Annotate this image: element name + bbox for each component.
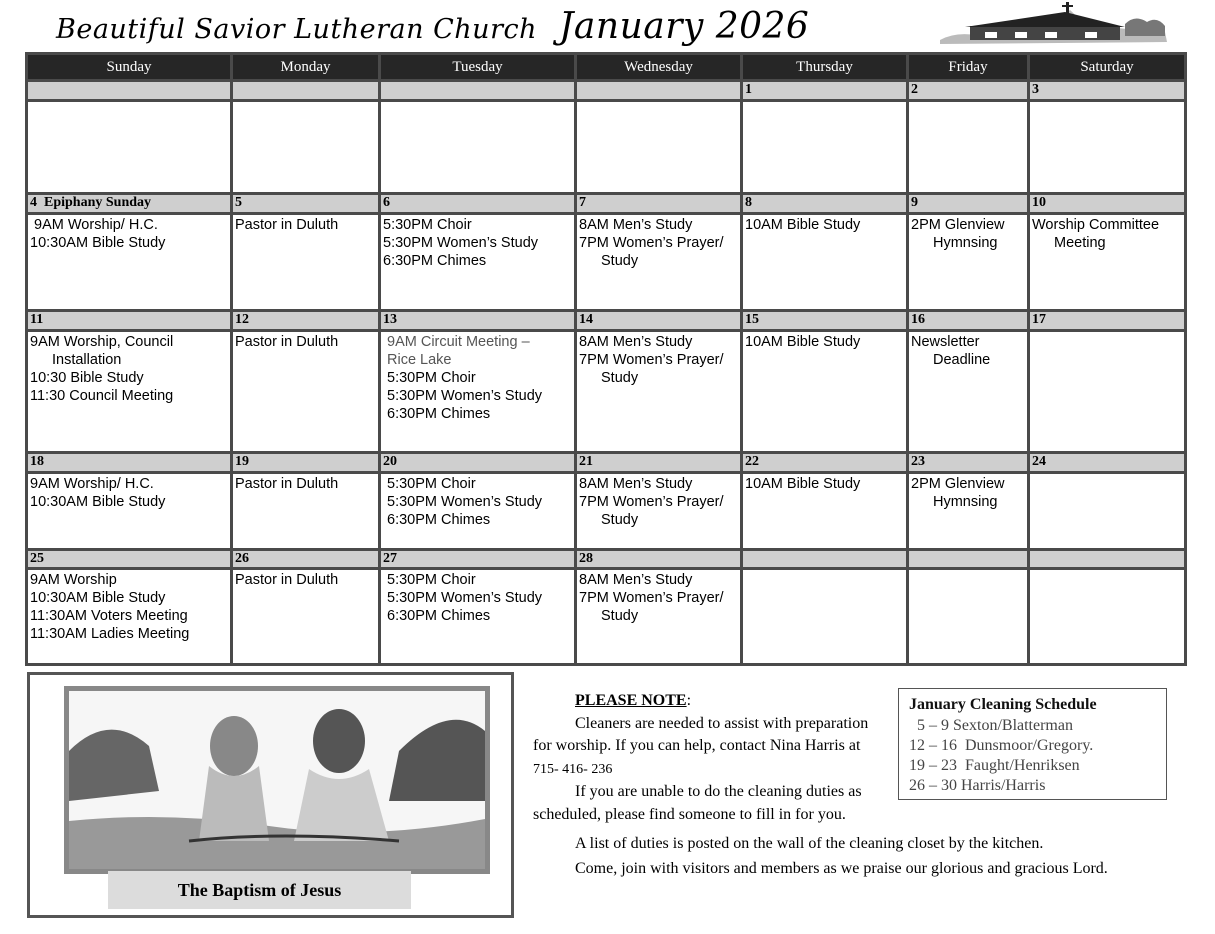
day-cell[interactable] [232, 213, 380, 311]
weekday-header: Tuesday [380, 54, 576, 81]
event-text: 10:30AM Bible Study [30, 493, 166, 510]
event-text: 10:30 Bible Study [30, 369, 144, 386]
event-text: 11:30 Council Meeting [30, 387, 174, 404]
events-row [27, 213, 1186, 311]
day-cell[interactable] [576, 100, 742, 194]
date-number: 15 [742, 311, 908, 331]
date-number-row [27, 549, 1186, 569]
day-cell[interactable] [380, 472, 576, 549]
note-heading-colon: : [686, 692, 692, 709]
event-text: Pastor in Duluth [235, 572, 339, 589]
event-text: 5:30PM Women’s Study [383, 234, 539, 251]
date-number: 11 [27, 311, 232, 331]
day-cell[interactable] [576, 569, 742, 665]
date-number-row [27, 311, 1186, 331]
date-number: 18 [27, 453, 232, 473]
church-name: Beautiful Savior Lutheran Church [56, 14, 537, 45]
event-text: 7PM Women’s Prayer/ [579, 590, 724, 607]
event-text: 9AM Worship [30, 572, 117, 589]
event-text: 7PM Women’s Prayer/ [579, 351, 724, 368]
date-number: 8 [742, 194, 908, 214]
day-cell[interactable] [742, 569, 908, 665]
date-number: 25 [27, 549, 232, 569]
cleaning-entry: 5 – 9 Sexton/Blatterman [909, 717, 1073, 734]
baptism-caption: The Baptism of Jesus [108, 871, 411, 909]
date-number [380, 81, 576, 101]
date-number [576, 81, 742, 101]
event-text: 10AM Bible Study [745, 475, 861, 492]
event-text: Hymnsing [933, 493, 998, 510]
day-cell[interactable] [908, 472, 1029, 549]
date-number-row [27, 453, 1186, 473]
event-text: 2PM Glenview [911, 216, 1005, 233]
event-text: 5:30PM Women’s Study [387, 493, 543, 510]
date-number: 13 [380, 311, 576, 331]
day-cell[interactable] [908, 569, 1029, 665]
day-cell[interactable] [380, 100, 576, 194]
month-title: January 2026 [559, 6, 810, 47]
date-number: 7 [576, 194, 742, 214]
event-text: 10:30AM Bible Study [30, 590, 166, 607]
event-text: 5:30PM Choir [387, 369, 476, 386]
weekday-header: Sunday [27, 54, 232, 81]
weekday-header: Thursday [742, 54, 908, 81]
cleaning-entry: 12 – 16 Dunsmoor/Gregory. [909, 737, 1094, 754]
event-text: Deadline [933, 351, 991, 368]
date-number: 2 [908, 81, 1029, 101]
day-cell[interactable] [27, 569, 232, 665]
day-cell[interactable] [576, 330, 742, 452]
note-heading-line [533, 690, 888, 713]
day-cell[interactable] [1029, 569, 1186, 665]
day-cell[interactable] [742, 472, 908, 549]
date-number: 27 [380, 549, 576, 569]
day-cell[interactable] [1029, 472, 1186, 549]
day-cell[interactable] [380, 569, 576, 665]
note-text: Cleaners are needed to assist with preparation for worship. If you can help, contact Nina Harris at [533, 714, 869, 754]
date-number: 3 [1029, 81, 1186, 101]
note-paragraph-cleaners [533, 713, 888, 782]
weekday-header: Saturday [1029, 54, 1186, 81]
date-number-row [27, 81, 1186, 101]
day-cell[interactable] [742, 330, 908, 452]
weekday-header: Friday [908, 54, 1029, 81]
date-number: 23 [908, 453, 1029, 473]
date-number: 26 [232, 549, 380, 569]
event-text: Hymnsing [933, 234, 998, 251]
day-cell[interactable] [27, 330, 232, 452]
event-text: 6:30PM Chimes [387, 511, 491, 528]
cleaning-schedule-title: January Cleaning Schedule [909, 696, 1097, 713]
date-number: 17 [1029, 311, 1186, 331]
event-text: 10:30AM Bible Study [30, 234, 166, 251]
date-number: 12 [232, 311, 380, 331]
event-text: Study [601, 369, 639, 386]
date-number: 24 [1029, 453, 1186, 473]
events-row [27, 330, 1186, 452]
weekday-header: Monday [232, 54, 380, 81]
event-text: 5:30PM Choir [383, 216, 472, 233]
day-cell[interactable] [1029, 330, 1186, 452]
day-cell[interactable] [380, 213, 576, 311]
event-text: 11:30AM Voters Meeting [30, 608, 188, 625]
please-note-section [533, 690, 888, 826]
event-text: 6:30PM Chimes [383, 252, 487, 269]
date-number [1029, 549, 1186, 569]
event-text: 8AM Men’s Study [579, 216, 693, 233]
event-text: 7PM Women’s Prayer/ [579, 493, 724, 510]
event-text: Pastor in Duluth [235, 475, 339, 492]
event-text: Pastor in Duluth [235, 216, 339, 233]
event-text: 9AM Circuit Meeting – [387, 333, 530, 350]
event-text: 9AM Worship/ H.C. [30, 216, 158, 233]
day-cell[interactable] [232, 472, 380, 549]
note-paragraph-welcome: Come, join with visitors and members as we praise our glorious and gracious Lord. [575, 860, 1108, 877]
day-cell[interactable] [232, 330, 380, 452]
events-row [27, 472, 1186, 549]
event-text: Worship Committee [1032, 216, 1160, 233]
note-paragraph-fill-in: If you are unable to do the cleaning duties as scheduled, please find someone to fill in for you. [533, 783, 862, 823]
event-text: Newsletter [911, 333, 980, 350]
event-text: Rice Lake [387, 351, 452, 368]
weekday-header: Wednesday [576, 54, 742, 81]
events-row [27, 569, 1186, 665]
day-cell[interactable] [1029, 100, 1186, 194]
event-text: 6:30PM Chimes [387, 405, 491, 422]
event-text: 10AM Bible Study [745, 333, 861, 350]
baptism-panel [27, 672, 514, 918]
note-heading: PLEASE NOTE [575, 692, 687, 709]
day-cell[interactable] [232, 569, 380, 665]
date-number: 5 [232, 194, 380, 214]
cleaning-entry: 19 – 23 Faught/Henriksen [909, 757, 1080, 774]
events-row [27, 100, 1186, 194]
event-text: Study [601, 252, 639, 269]
date-number [908, 549, 1029, 569]
church-building-icon [935, 2, 1170, 46]
note-paragraph-duties: A list of duties is posted on the wall of the cleaning closet by the kitchen. [575, 835, 1044, 852]
event-text: 6:30PM Chimes [387, 608, 491, 625]
event-text: 9AM Worship, Council [30, 333, 174, 350]
event-text: 8AM Men’s Study [579, 333, 693, 350]
event-text: 7PM Women’s Prayer/ [579, 234, 724, 251]
day-cell[interactable] [27, 100, 232, 194]
day-cell[interactable] [232, 100, 380, 194]
date-number: 4 Epiphany Sunday [27, 194, 232, 214]
note-closing [575, 831, 1175, 881]
baptism-illustration-icon [64, 686, 490, 874]
day-cell[interactable] [908, 213, 1029, 311]
day-cell[interactable] [27, 472, 232, 549]
event-text: 5:30PM Women’s Study [387, 387, 543, 404]
cleaning-schedule-box [898, 688, 1167, 800]
date-number: 14 [576, 311, 742, 331]
date-number [742, 549, 908, 569]
cleaning-entry: 26 – 30 Harris/Harris [909, 777, 1046, 794]
day-cell[interactable] [908, 100, 1029, 194]
date-number: 1 [742, 81, 908, 101]
event-text: 9AM Worship/ H.C. [30, 475, 154, 492]
date-number: 9 [908, 194, 1029, 214]
contact-phone: 715- 416- 236 [533, 761, 613, 777]
day-cell[interactable] [576, 472, 742, 549]
date-number: 20 [380, 453, 576, 473]
day-cell[interactable] [576, 213, 742, 311]
day-cell[interactable] [908, 330, 1029, 452]
event-text: Study [601, 608, 639, 625]
event-text: 8AM Men’s Study [579, 475, 693, 492]
date-number: 16 [908, 311, 1029, 331]
date-number: 21 [576, 453, 742, 473]
weekday-header-row [27, 54, 1186, 81]
event-text: Study [601, 511, 639, 528]
event-text: 2PM Glenview [911, 475, 1005, 492]
date-number [232, 81, 380, 101]
date-number: 22 [742, 453, 908, 473]
event-text: 10AM Bible Study [745, 216, 861, 233]
calendar-body [27, 81, 1186, 665]
day-cell[interactable] [742, 100, 908, 194]
date-number: 19 [232, 453, 380, 473]
event-text: 11:30AM Ladies Meeting [30, 626, 190, 643]
date-number: 6 [380, 194, 576, 214]
calendar-title [56, 6, 809, 47]
day-cell[interactable] [380, 330, 576, 452]
event-text: Installation [52, 351, 122, 368]
day-cell[interactable] [742, 213, 908, 311]
day-cell[interactable] [27, 213, 232, 311]
calendar-grid [25, 52, 1187, 666]
date-number: 28 [576, 549, 742, 569]
event-text: Pastor in Duluth [235, 333, 339, 350]
event-text: Meeting [1054, 234, 1106, 251]
event-text: 8AM Men’s Study [579, 572, 693, 589]
date-number: 10 [1029, 194, 1186, 214]
day-cell[interactable] [1029, 213, 1186, 311]
event-text: 5:30PM Women’s Study [387, 590, 543, 607]
date-number-row [27, 194, 1186, 214]
event-text: 5:30PM Choir [387, 475, 476, 492]
date-number [27, 81, 232, 101]
event-text: 5:30PM Choir [387, 572, 476, 589]
